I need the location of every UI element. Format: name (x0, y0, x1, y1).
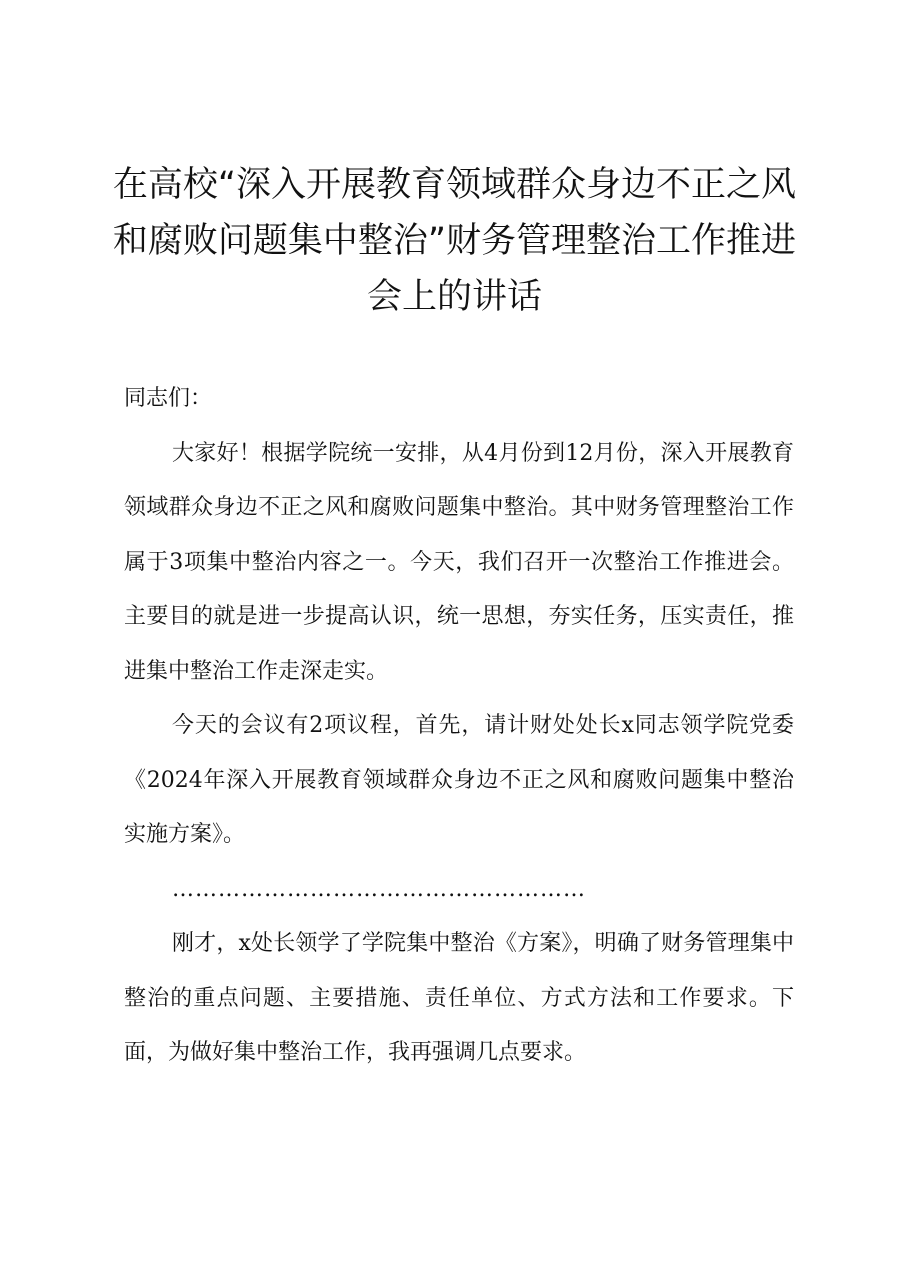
ellipsis-separator: ……………………………………………… (172, 876, 586, 902)
paragraph-1: 大家好！根据学院统一安排，从4月份到12月份，深入开展教育领域群众身边不正之风和腐败问题集中整治。其中财务管理整治工作属于3项集中整治内容之一。今天，我们召开一次整治工作推进会。主要目的就是进一步提高认识，统一思想，夯实任务，压实责任，推进集中整治工作走深走实。 (124, 440, 794, 684)
paragraph-2: 今天的会议有2项议程，首先，请计财处处长x同志领学院党委《2024年深入开展教育领域群众身边不正之风和腐败问题集中整治实施方案》。 (124, 713, 794, 847)
document-body (124, 372, 794, 1081)
title-line-3: 会上的讲话 (366, 277, 542, 317)
title-line-2: 和腐败问题集中整治”财务管理整治工作推进 (112, 221, 797, 261)
document-title (100, 157, 809, 325)
salutation: 同志们： (124, 386, 213, 411)
title-line-1: 在高校“深入开展教育领域群众身边不正之风 (112, 165, 797, 205)
paragraph-3: 刚才，x处长领学了学院集中整治《方案》，明确了财务管理集中整治的重点问题、主要措施、责任单位、方式方法和工作要求。下面，为做好集中整治工作，我再强调几点要求。 (124, 931, 794, 1065)
